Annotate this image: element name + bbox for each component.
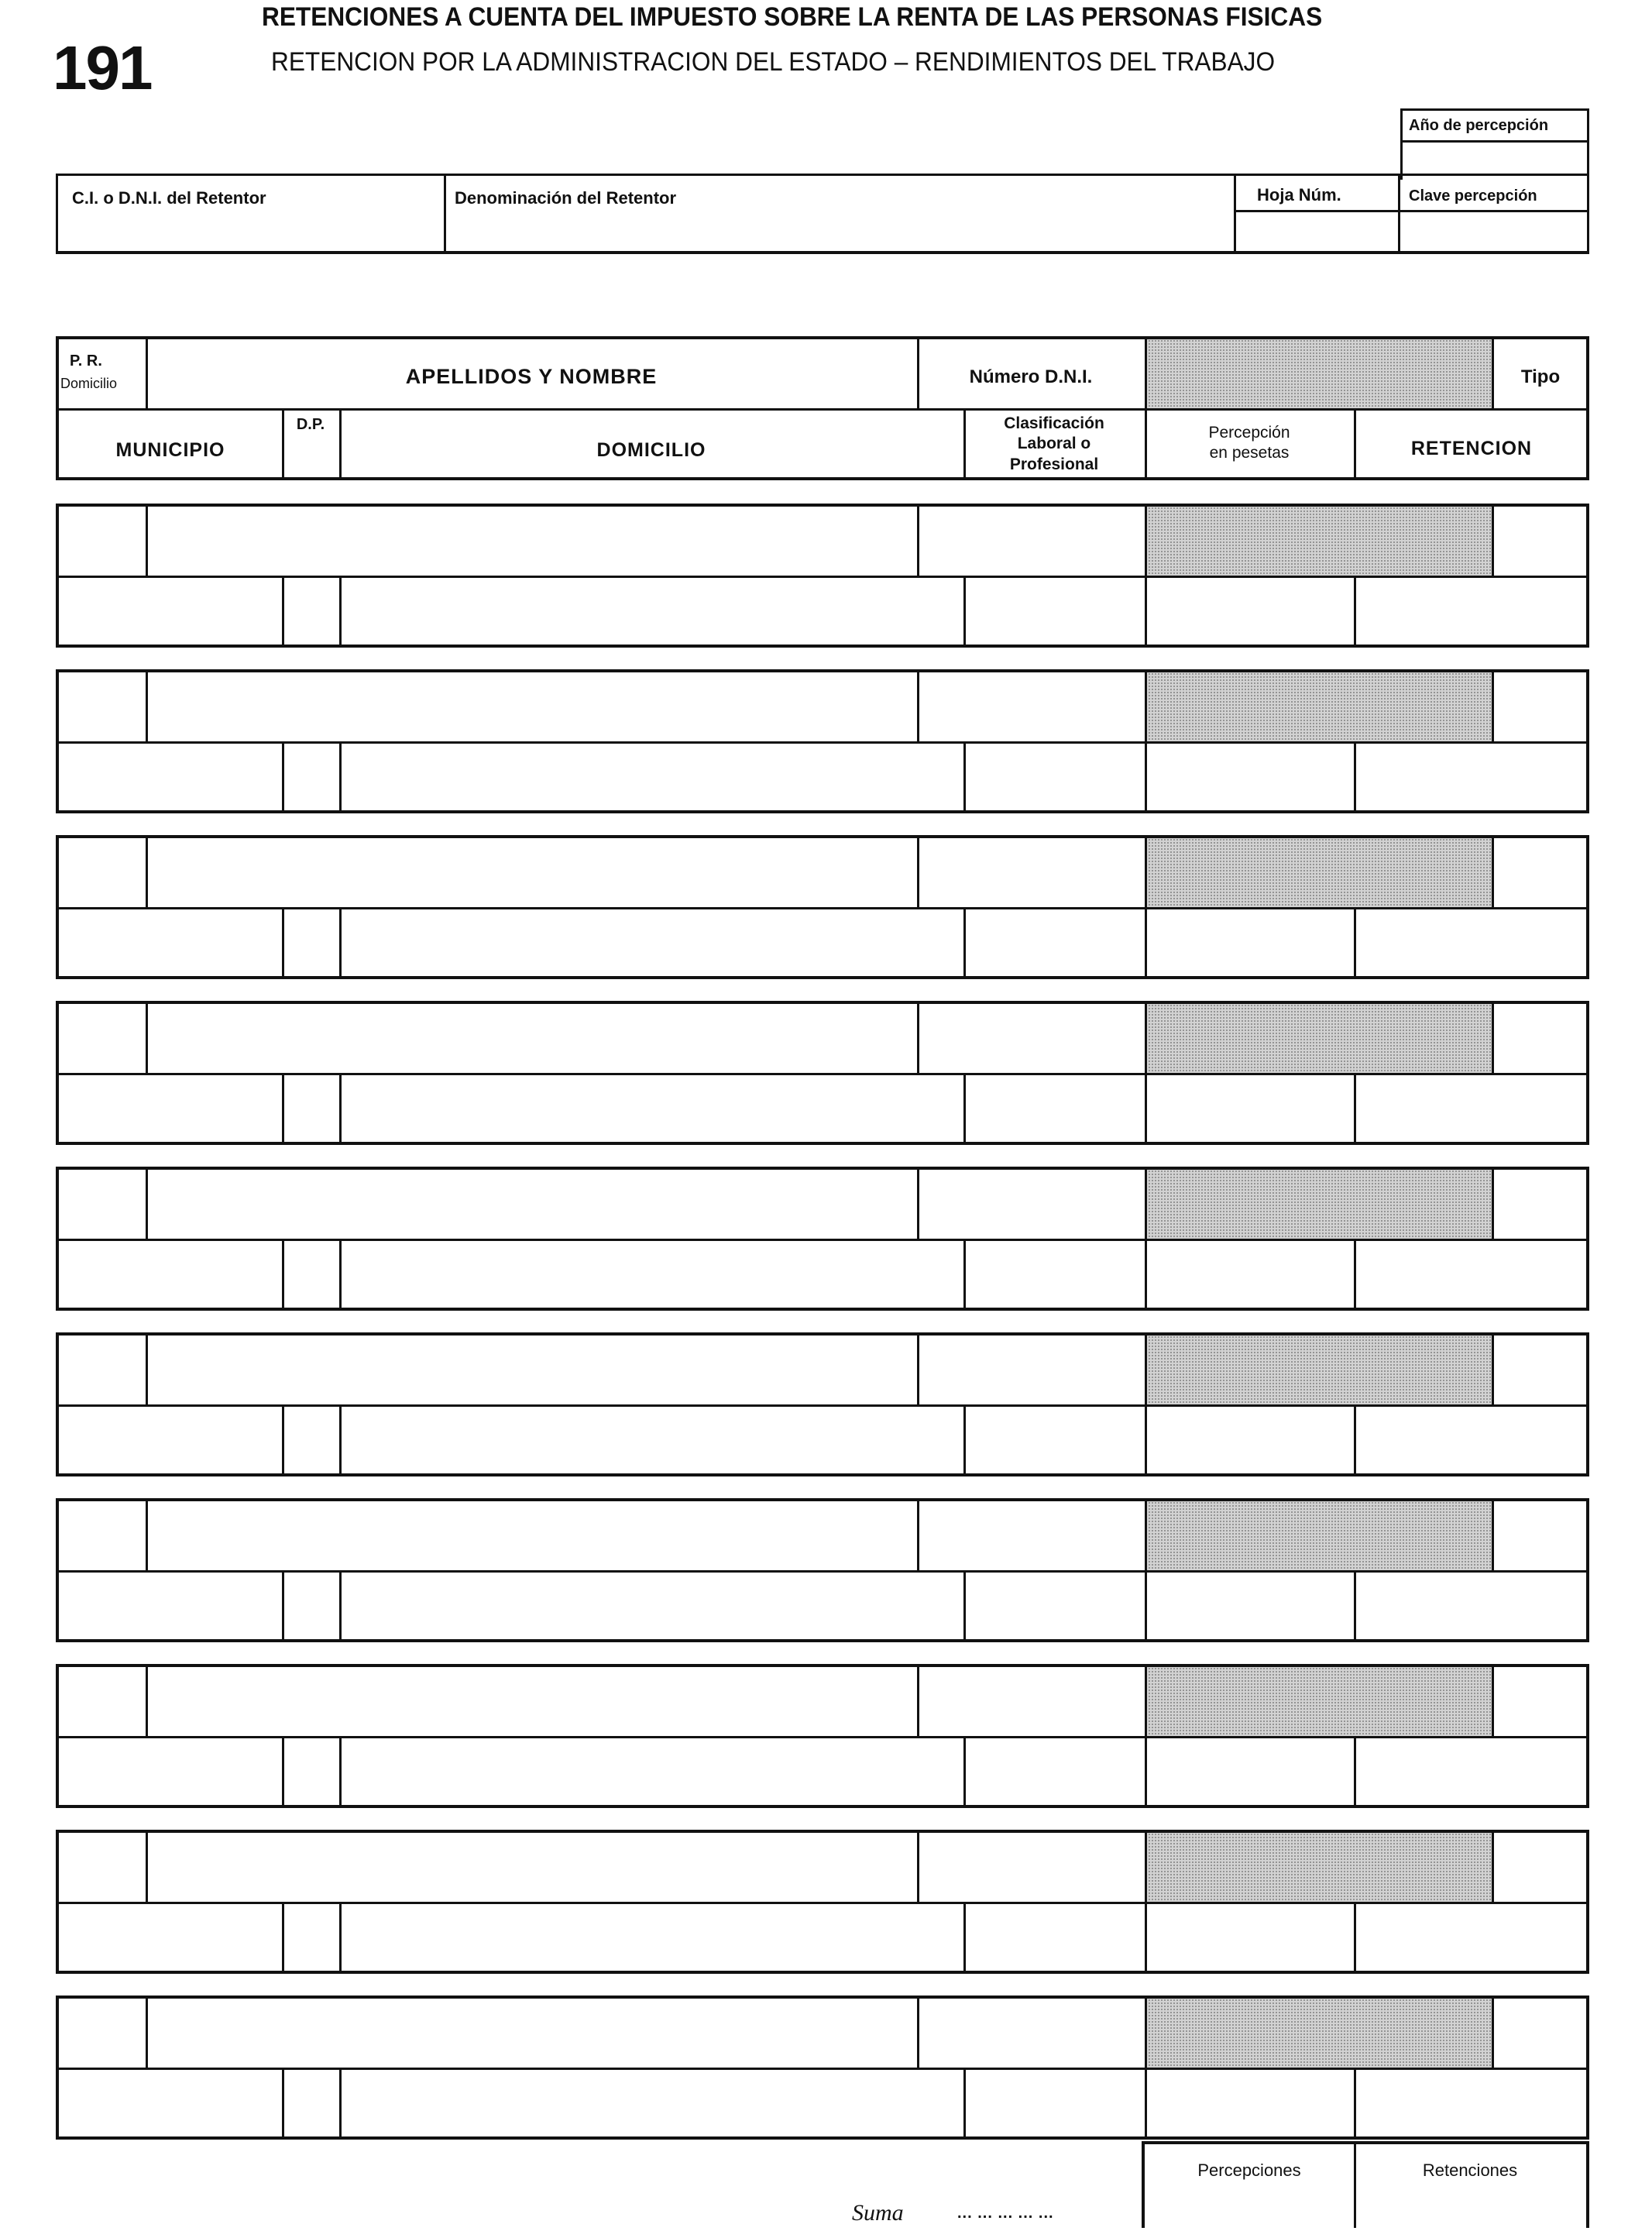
dp-field[interactable]	[284, 578, 339, 645]
dp-field[interactable]	[284, 1904, 339, 1971]
clave-percepcion-label: Clave percepción	[1409, 187, 1537, 205]
domicilio-field[interactable]	[342, 1904, 963, 1971]
pr-field[interactable]	[61, 672, 146, 741]
pr-field[interactable]	[61, 1667, 146, 1736]
clasificacion-field[interactable]	[966, 1407, 1145, 1473]
pr-field[interactable]	[61, 1999, 146, 2068]
undefined[interactable]	[1494, 1999, 1586, 2068]
pr-field[interactable]	[61, 1833, 146, 1902]
retencion-field[interactable]	[1356, 1738, 1586, 1805]
denominacion-label: Denominación del Retentor	[455, 188, 677, 208]
retencion-field[interactable]	[1356, 1407, 1586, 1473]
dp-header: D.P.	[296, 416, 325, 433]
percepcion-field[interactable]	[1147, 909, 1354, 976]
tipo-field[interactable]	[1147, 507, 1492, 576]
hoja-num-field[interactable]	[1236, 212, 1398, 252]
dp-field[interactable]	[284, 2070, 339, 2136]
dni-field[interactable]	[919, 672, 1145, 741]
shaded-dni-header	[1145, 339, 1492, 408]
tipo-field[interactable]	[1147, 1999, 1492, 2068]
tipo-field[interactable]	[1147, 1170, 1492, 1239]
anio-percepcion-field[interactable]	[1403, 141, 1586, 175]
form-title: RETENCIONES A CUENTA DEL IMPUESTO SOBRE LA RENTA DE LAS PERSONAS FISICAS	[262, 2, 1323, 32]
entry-block	[56, 835, 1589, 979]
entry-block	[56, 1498, 1589, 1642]
dp-field[interactable]	[284, 1241, 339, 1308]
percepcion-field[interactable]	[1147, 1738, 1354, 1805]
entry-block	[56, 1996, 1589, 2140]
pr-field[interactable]	[61, 1004, 146, 1073]
municipio-field[interactable]	[61, 1573, 282, 1639]
retencion-field[interactable]	[1356, 1573, 1586, 1639]
municipio-field[interactable]	[61, 1075, 282, 1142]
dp-field[interactable]	[284, 1738, 339, 1805]
apellidos-nombre-field[interactable]	[148, 838, 917, 907]
entry-block	[56, 669, 1589, 813]
undefined[interactable]	[1494, 1833, 1586, 1902]
retencion-field[interactable]	[1356, 1241, 1586, 1308]
entry-block	[56, 1332, 1589, 1476]
pr-field[interactable]	[61, 1501, 146, 1570]
apellidos-nombre-field[interactable]	[148, 1004, 917, 1073]
dni-field[interactable]	[919, 838, 1145, 907]
domicilio-field[interactable]	[342, 2070, 963, 2136]
domicilio-field[interactable]	[342, 1573, 963, 1639]
dni-field[interactable]	[919, 1004, 1145, 1073]
retencion-field[interactable]	[1356, 909, 1586, 976]
apellidos-nombre-field[interactable]	[148, 1999, 917, 2068]
retencion-field[interactable]	[1356, 578, 1586, 645]
undefined[interactable]	[1494, 507, 1586, 576]
retencion-header: RETENCION	[1410, 438, 1533, 459]
denominacion-field[interactable]	[446, 210, 1234, 252]
tipo-field[interactable]	[1147, 1833, 1492, 1902]
tipo-field[interactable]	[1147, 1667, 1492, 1736]
hoja-num-label: Hoja Núm.	[1257, 185, 1341, 205]
table-header	[56, 336, 1589, 480]
pr-field[interactable]	[61, 507, 146, 576]
domicilio-field[interactable]	[342, 1075, 963, 1142]
pr-field[interactable]	[61, 1336, 146, 1404]
dp-field[interactable]	[284, 909, 339, 976]
clasificacion-field[interactable]	[966, 1573, 1145, 1639]
form-number: 191	[53, 33, 152, 102]
percepcion-field[interactable]	[1147, 1407, 1354, 1473]
percepciones-total-field[interactable]	[1145, 2188, 1354, 2231]
undefined[interactable]	[1494, 1170, 1586, 1239]
municipio-field[interactable]	[61, 2070, 282, 2136]
numero-dni-header: Número D.N.I.	[969, 366, 1093, 387]
retenciones-total-field[interactable]	[1356, 2188, 1586, 2231]
apellidos-nombre-field[interactable]	[148, 1667, 917, 1736]
tipo-field[interactable]	[1147, 1501, 1492, 1570]
retenciones-total-label: Retenciones	[1422, 2161, 1518, 2180]
clave-percepcion-field[interactable]	[1400, 212, 1587, 252]
entry-block	[56, 504, 1589, 648]
pr-field[interactable]	[61, 1170, 146, 1239]
percepcion-field[interactable]	[1147, 1573, 1354, 1639]
percepciones-total-label: Percepciones	[1197, 2161, 1301, 2180]
dp-field[interactable]	[284, 1407, 339, 1473]
undefined[interactable]	[1494, 838, 1586, 907]
municipio-field[interactable]	[61, 578, 282, 645]
undefined[interactable]	[1494, 1004, 1586, 1073]
municipio-field[interactable]	[61, 744, 282, 810]
dp-field[interactable]	[284, 744, 339, 810]
tipo-field[interactable]	[1147, 1336, 1492, 1404]
municipio-field[interactable]	[61, 909, 282, 976]
entry-block	[56, 1830, 1589, 1974]
percepcion-field[interactable]	[1147, 1075, 1354, 1142]
retencion-field[interactable]	[1356, 2070, 1586, 2136]
municipio-field[interactable]	[61, 1738, 282, 1805]
retencion-field[interactable]	[1356, 1904, 1586, 1971]
undefined[interactable]	[1494, 1667, 1586, 1736]
percepcion-field[interactable]	[1147, 1241, 1354, 1308]
tipo-field[interactable]	[1147, 1004, 1492, 1073]
suma-dots: ... ... ... ... ...	[957, 2205, 1054, 2222]
domicilio-field[interactable]	[342, 578, 963, 645]
dni-field[interactable]	[919, 1999, 1145, 2068]
municipio-field[interactable]	[61, 1407, 282, 1473]
dni-field[interactable]	[919, 507, 1145, 576]
retencion-field[interactable]	[1356, 744, 1586, 810]
clasificacion-field[interactable]	[966, 1738, 1145, 1805]
apellidos-nombre-field[interactable]	[148, 672, 917, 741]
entry-block	[56, 1664, 1589, 1808]
apellidos-nombre-field[interactable]	[148, 1336, 917, 1404]
domicilio-field[interactable]	[342, 909, 963, 976]
dp-field[interactable]	[284, 1573, 339, 1639]
clasificacion-field[interactable]	[966, 2070, 1145, 2136]
percepcion-field[interactable]	[1147, 2070, 1354, 2136]
domicilio-field[interactable]	[342, 1241, 963, 1308]
percepcion-field[interactable]	[1147, 1904, 1354, 1971]
clasificacion-field[interactable]	[966, 1075, 1145, 1142]
municipio-field[interactable]	[61, 1904, 282, 1971]
retainer-box	[56, 174, 1589, 254]
retencion-field[interactable]	[1356, 1075, 1586, 1142]
domicilio-field[interactable]	[342, 1407, 963, 1473]
tipo-field[interactable]	[1147, 672, 1492, 741]
apellidos-nombre-field[interactable]	[148, 1833, 917, 1902]
pr-field[interactable]	[61, 838, 146, 907]
form-subtitle: RETENCION POR LA ADMINISTRACION DEL ESTADO – RENDIMIENTOS DEL TRABAJO	[271, 47, 1276, 77]
dni-field[interactable]	[919, 1667, 1145, 1736]
percepcion-field[interactable]	[1147, 744, 1354, 810]
clasificacion-field[interactable]	[966, 578, 1145, 645]
clasificacion-field[interactable]	[966, 1904, 1145, 1971]
dp-field[interactable]	[284, 1075, 339, 1142]
dni-field[interactable]	[919, 1501, 1145, 1570]
undefined[interactable]	[1494, 1336, 1586, 1404]
dni-field[interactable]	[919, 1336, 1145, 1404]
undefined[interactable]	[1494, 672, 1586, 741]
entry-block	[56, 1167, 1589, 1311]
clasificacion-field[interactable]	[966, 744, 1145, 810]
totals-box	[1142, 2141, 1589, 2228]
clasificacion-field[interactable]	[966, 909, 1145, 976]
municipio-header: MUNICIPIO	[115, 439, 225, 461]
ci-dni-field[interactable]	[58, 210, 444, 252]
entry-block	[56, 1001, 1589, 1145]
tipo-field[interactable]	[1147, 838, 1492, 907]
pr-label: P. R.	[70, 352, 102, 370]
apellidos-nombre-field[interactable]	[148, 1501, 917, 1570]
tipo-header: Tipo	[1520, 366, 1561, 387]
suma-label: Suma	[852, 2200, 904, 2226]
domicilio-small-label: Domicilio	[60, 376, 118, 391]
percepcion-header: Percepción en pesetas	[1208, 424, 1290, 462]
dni-field[interactable]	[919, 1833, 1145, 1902]
domicilio-field[interactable]	[342, 1738, 963, 1805]
apellidos-nombre-field[interactable]	[148, 507, 917, 576]
anio-percepcion-label: Año de percepción	[1409, 117, 1549, 134]
apellidos-nombre-header: APELLIDOS Y NOMBRE	[405, 365, 658, 388]
clasificacion-header: Clasificación Laboral o Profesional	[1004, 414, 1104, 473]
ci-dni-label: C.I. o D.N.I. del Retentor	[72, 188, 266, 208]
dni-field[interactable]	[919, 1170, 1145, 1239]
apellidos-nombre-field[interactable]	[148, 1170, 917, 1239]
undefined[interactable]	[1494, 1501, 1586, 1570]
municipio-field[interactable]	[61, 1241, 282, 1308]
clasificacion-field[interactable]	[966, 1241, 1145, 1308]
percepcion-field[interactable]	[1147, 578, 1354, 645]
domicilio-header: DOMICILIO	[596, 439, 706, 461]
domicilio-field[interactable]	[342, 744, 963, 810]
